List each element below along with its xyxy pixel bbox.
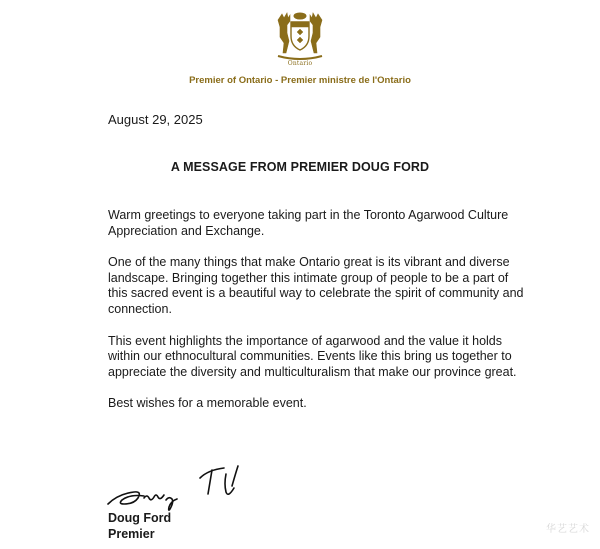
office-line: Premier of Ontario - Premier ministre de l'Ontario [189, 75, 411, 86]
signer-name: Doug Ford [108, 511, 172, 525]
paragraph: Best wishes for a memorable event. [108, 396, 307, 411]
handwritten-signature [104, 464, 254, 512]
letter-date: August 29, 2025 [108, 112, 203, 127]
letter-heading: A MESSAGE FROM PREMIER DOUG FORD [170, 160, 430, 174]
crest-wordmark: Ontario [287, 60, 313, 67]
letterhead [0, 10, 600, 86]
paragraph: One of the many things that make Ontario great is its vibrant and diverse landscape. Bringing together this intimate group of people to be a part of this sacred event is a beautiful way to celebrate the spirit of community and connection. [108, 255, 524, 316]
paragraph: Warm greetings to everyone taking part in the Toronto Agarwood Culture Appreciation and Exchange. [108, 208, 509, 238]
watermark: 华艺艺术 [546, 524, 590, 535]
paragraph: This event highlights the importance of agarwood and the value it holds within our ethnocultural communities. Events like this bring us together to appreciate the diversity and multiculturalism that make our province great. [108, 333, 517, 379]
signer-title: Premier [108, 527, 155, 541]
ontario-coat-of-arms-icon [268, 10, 332, 62]
letter-body [108, 208, 528, 428]
